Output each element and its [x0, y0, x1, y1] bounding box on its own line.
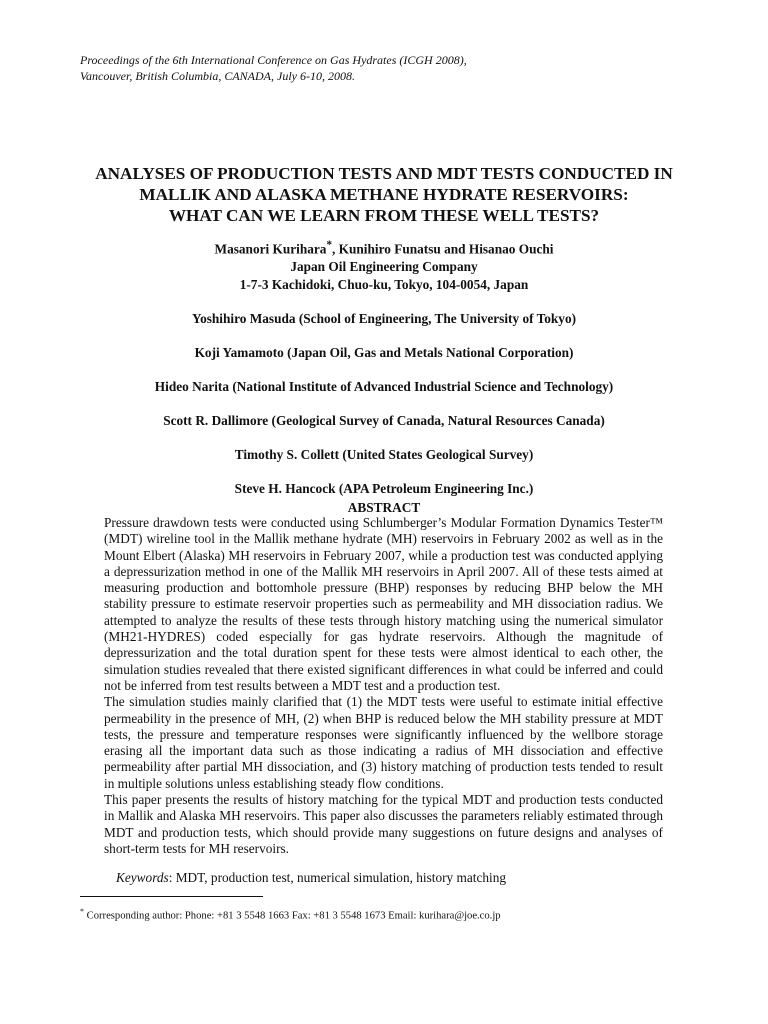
proceedings-line-2: Vancouver, British Columbia, CANADA, July 6-10, 2008.	[80, 69, 355, 83]
author-line: Timothy S. Collett (United States Geological Survey)	[234, 447, 534, 463]
abstract-heading: ABSTRACT	[347, 500, 421, 515]
author-line: Steve H. Hancock (APA Petroleum Engineering Inc.)	[234, 481, 534, 497]
proceedings-line-1: Proceedings of the 6th International Conference on Gas Hydrates (ICGH 2008),	[80, 53, 467, 67]
primary-affiliation: Japan Oil Engineering Company	[290, 259, 478, 275]
abstract-paragraph: The simulation studies mainly clarified that (1) the MDT tests were useful to estimate initial effective permeability in the presence of MH, (2) when BHP is reduced below the MH stability pressure at MDT tests, the pressure and temperature responses were significantly influenced by the wellbore storage erasing all the important data such as those indicating a radius of MH dissociation and effective permeability after partial MH dissociation, and (3) history matching of production tests tended to result in multiple solutions unless establishing steady flow conditions.	[104, 694, 663, 791]
corresponding-asterisk: *	[326, 239, 332, 251]
author-line: Hideo Narita (National Institute of Advanced Industrial Science and Technology)	[154, 379, 614, 395]
co-author-names: , Kunihiro Funatsu and Hisanao Ouchi	[332, 241, 554, 257]
footnote-marker: *	[80, 907, 84, 916]
author-block	[40, 236, 728, 498]
author-line: Koji Yamamoto (Japan Oil, Gas and Metals National Corporation)	[194, 345, 574, 361]
title-line-2: MALLIK AND ALASKA METHANE HYDRATE RESERVOIRS:	[139, 185, 629, 204]
keywords-text: : MDT, production test, numerical simulation, history matching	[168, 870, 506, 885]
paper-title	[60, 163, 708, 226]
primary-authors	[40, 236, 728, 294]
proceedings-header	[80, 52, 467, 84]
author-line: Yoshihiro Masuda (School of Engineering, The University of Tokyo)	[191, 311, 577, 327]
title-line-3: WHAT CAN WE LEARN FROM THESE WELL TESTS?	[168, 206, 600, 225]
primary-author-name: Masanori Kurihara	[214, 241, 327, 257]
keywords-label: Keywords	[116, 870, 169, 885]
keywords-line	[116, 870, 506, 886]
footnote	[80, 905, 501, 924]
abstract-paragraph: Pressure drawdown tests were conducted using Schlumberger’s Modular Formation Dynamics Tester™ (MDT) wireline tool in the Mallik methane hydrate (MH) reservoirs in February 2002 as well as in the Mount Elbert (Alaska) MH reservoirs in February 2007, while a production test was conducted applying a depressurization method in one of the Mallik MH reservoirs in April 2007. All of these tests aimed at measuring production and bottomhole pressure (BHP) responses by reducing BHP below the MH stability pressure to estimate reservoir properties such as permeability and MH dissociation radius. We attempted to analyze the results of these tests through history matching using the numerical simulator (MH21-HYDRES) coded especially for gas hydrate reservoirs. Although the magnitude of depressurization and the total duration spent for these tests were almost identical to each other, the simulation studies revealed that there existed significant differences in what could be inferred and could not be inferred from test results between a MDT test and a production test.	[104, 515, 663, 693]
footnote-divider	[80, 896, 263, 897]
title-line-1: ANALYSES OF PRODUCTION TESTS AND MDT TESTS CONDUCTED IN	[95, 164, 673, 183]
author-line: Scott R. Dallimore (Geological Survey of Canada, Natural Resources Canada)	[163, 413, 605, 429]
abstract-paragraph: This paper presents the results of history matching for the typical MDT and production tests conducted in Mallik and Alaska MH reservoirs. This paper also discusses the parameters reliably estimated through MDT and production tests, which should provide many suggestions on future designs and analyses of short-term tests for MH reservoirs.	[104, 792, 663, 856]
primary-author-line	[40, 236, 728, 258]
abstract-body	[104, 515, 663, 857]
footnote-text: Corresponding author: Phone: +81 3 5548 1663 Fax: +81 3 5548 1673 Email: kurihara@joe.co.jp	[84, 910, 501, 922]
primary-address: 1-7-3 Kachidoki, Chuo-ku, Tokyo, 104-0054, Japan	[239, 277, 529, 293]
